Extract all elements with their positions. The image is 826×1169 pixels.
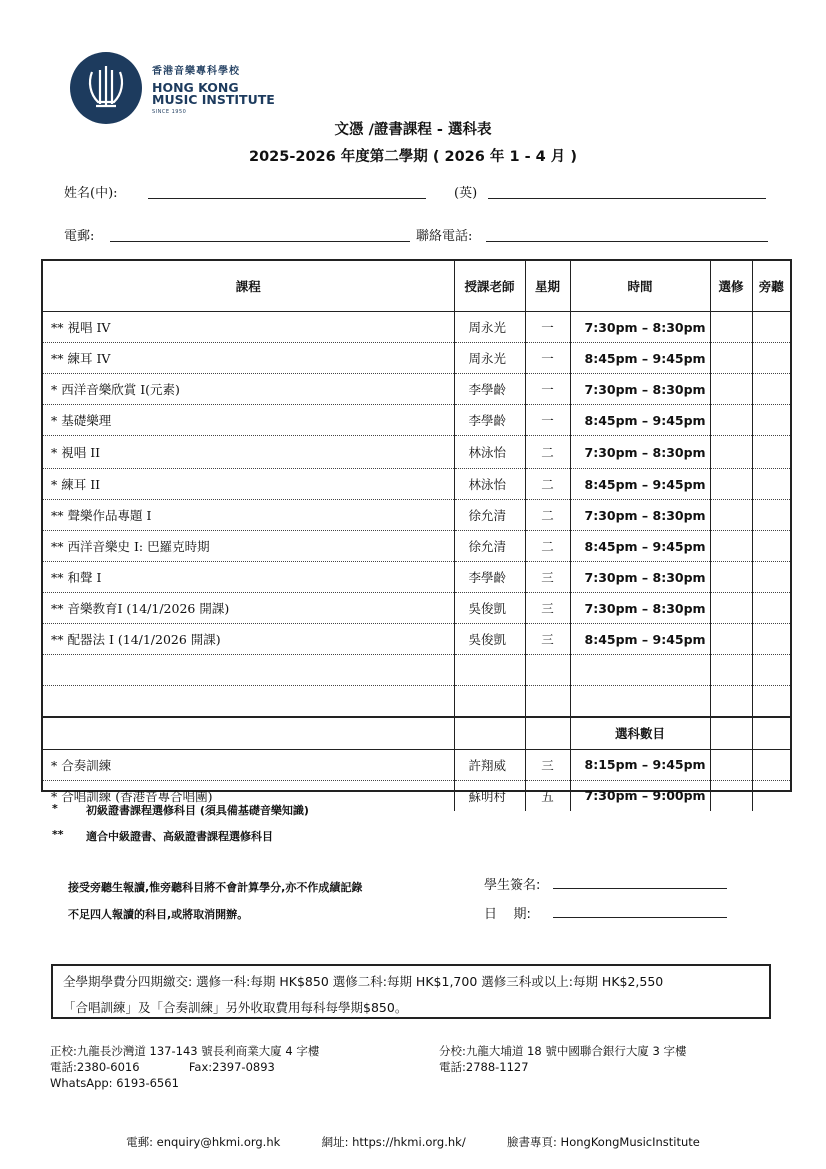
course-teacher: 吳俊凱 (454, 624, 525, 655)
audit-checkbox[interactable] (752, 343, 790, 374)
course-teacher (454, 655, 525, 686)
course-time (570, 655, 710, 686)
course-name: * 合奏訓練 (43, 749, 454, 780)
table-row (43, 500, 790, 531)
table-row (43, 436, 790, 469)
course-name: * 練耳 II (43, 469, 454, 500)
elective-checkbox[interactable] (710, 500, 752, 531)
elective-checkbox[interactable] (710, 436, 752, 469)
email-label: 電郵: (64, 229, 95, 244)
date-field[interactable] (553, 917, 727, 918)
main-campus-fax: Fax:2397-0893 (188, 1060, 275, 1074)
elective-checkbox[interactable] (710, 686, 752, 718)
elective-checkbox[interactable] (710, 749, 752, 780)
fee-line-2: 「合唱訓練」及「合奏訓練」另外收取費用每科每學期$850。 (63, 1000, 408, 1015)
name-cn-label: 姓名(中): (64, 186, 118, 201)
audit-checkbox[interactable] (752, 780, 790, 811)
course-day: 三 (525, 624, 570, 655)
logo (70, 52, 142, 124)
course-day (525, 686, 570, 718)
course-name (43, 686, 454, 718)
branch-campus-phone: 電話:2788-1127 (439, 1060, 529, 1074)
elective-checkbox[interactable] (710, 780, 752, 811)
logo-english-name-2: MUSIC INSTITUTE (152, 92, 275, 107)
course-name (43, 655, 454, 686)
table-row (43, 531, 790, 562)
course-time: 8:45pm – 9:45pm (570, 531, 710, 562)
main-campus-address (50, 1043, 319, 1091)
course-day: 二 (525, 500, 570, 531)
table-row (43, 562, 790, 593)
header-course: 課程 (43, 261, 454, 312)
course-day: 三 (525, 749, 570, 780)
date-label: 日 期: (484, 907, 531, 922)
note-2-mark: ** (52, 828, 64, 841)
empty-row (43, 655, 790, 686)
fee-line-1: 全學期學費分四期繳交: 選修一科:每期 HK$850 選修二科:每期 HK$1,700 選修三科或以上:每期 HK$2,550 (63, 974, 664, 989)
logo-english-name-1: HONG KONG (152, 80, 239, 95)
course-teacher: 周永光 (454, 312, 525, 343)
page-subtitle: 2025-2026 年度第二學期 ( 2026 年 1 - 4 月 ) (249, 149, 577, 165)
name-en-field[interactable] (488, 198, 766, 199)
whatsapp-number: WhatsApp: 6193-6561 (50, 1076, 179, 1090)
course-time: 8:15pm – 9:45pm (570, 749, 710, 780)
table-row (43, 343, 790, 374)
policy-line-2: 不足四人報讀的科目,或將取消開辦。 (68, 908, 249, 921)
course-teacher (454, 686, 525, 718)
course-day: 二 (525, 436, 570, 469)
count-row-cell (525, 717, 570, 749)
note-1-mark: * (52, 802, 58, 815)
elective-checkbox[interactable] (710, 405, 752, 436)
table-row (43, 749, 790, 780)
course-time: 7:30pm – 8:30pm (570, 562, 710, 593)
logo-chinese-name: 香港音樂專科學校 (152, 66, 240, 77)
policy-line-1: 接受旁聽生報讀,惟旁聽科目將不會計算學分,亦不作成績記錄 (68, 881, 363, 894)
course-name: * 合唱訓練 (香港音專合唱團) (43, 780, 454, 811)
course-time: 8:45pm – 9:45pm (570, 624, 710, 655)
elective-checkbox[interactable] (710, 374, 752, 405)
email-field[interactable] (110, 241, 410, 242)
elective-checkbox[interactable] (710, 343, 752, 374)
course-teacher: 蘇明村 (454, 780, 525, 811)
logo-since: SINCE 1950 (152, 109, 187, 115)
audit-checkbox[interactable] (752, 500, 790, 531)
course-time: 7:30pm – 8:30pm (570, 593, 710, 624)
course-name: ** 和聲 I (43, 562, 454, 593)
header-time: 時間 (570, 261, 710, 312)
note-1-text: 初級證書課程選修科目 (須具備基礎音樂知識) (86, 804, 309, 817)
footer-email[interactable]: 電郵: enquiry@hkmi.org.hk (126, 1135, 281, 1149)
audit-checkbox[interactable] (752, 312, 790, 343)
audit-checkbox[interactable] (752, 436, 790, 469)
count-row-cell (454, 717, 525, 749)
course-name: ** 聲樂作品專題 I (43, 500, 454, 531)
elective-checkbox[interactable] (710, 655, 752, 686)
elective-count-field[interactable] (710, 717, 752, 749)
elective-checkbox[interactable] (710, 469, 752, 500)
course-teacher: 李學齡 (454, 405, 525, 436)
audit-checkbox[interactable] (752, 374, 790, 405)
course-name: ** 西洋音樂史 I: 巴羅克時期 (43, 531, 454, 562)
empty-row (43, 686, 790, 718)
logo-text (152, 62, 275, 115)
header-teacher: 授課老師 (454, 261, 525, 312)
course-day: 五 (525, 780, 570, 811)
course-time (570, 686, 710, 718)
main-campus-contact (50, 1059, 319, 1075)
signature-label: 學生簽名: (484, 878, 541, 893)
course-name: ** 視唱 IV (43, 312, 454, 343)
course-day: 三 (525, 593, 570, 624)
table-row (43, 405, 790, 436)
course-time: 8:45pm – 9:45pm (570, 405, 710, 436)
audit-checkbox[interactable] (752, 593, 790, 624)
count-row-cell (43, 717, 454, 749)
course-table (41, 259, 792, 804)
course-day: 二 (525, 531, 570, 562)
audit-checkbox[interactable] (752, 562, 790, 593)
course-teacher: 徐允清 (454, 500, 525, 531)
header-day: 星期 (525, 261, 570, 312)
course-name: ** 配器法 I (14/1/2026 開課) (43, 624, 454, 655)
branch-campus-line: 分校:九龍大埔道 18 號中國聯合銀行大廈 3 字樓 (439, 1044, 687, 1058)
course-time: 7:30pm – 8:30pm (570, 436, 710, 469)
course-teacher: 林泳怡 (454, 436, 525, 469)
course-day: 二 (525, 469, 570, 500)
lyre-icon (70, 52, 142, 124)
elective-checkbox[interactable] (710, 562, 752, 593)
audit-checkbox[interactable] (752, 624, 790, 655)
course-name: ** 音樂教育I (14/1/2026 開課) (43, 593, 454, 624)
elective-checkbox[interactable] (710, 312, 752, 343)
table-row (43, 624, 790, 655)
table-row (43, 593, 790, 624)
table-row (43, 312, 790, 343)
course-name: * 基礎樂理 (43, 405, 454, 436)
course-time: 7:30pm – 9:00pm (570, 780, 710, 811)
name-cn-field[interactable] (148, 198, 426, 199)
course-teacher: 李學齡 (454, 562, 525, 593)
header-audit: 旁聽 (752, 261, 790, 312)
table-row (43, 374, 790, 405)
footer-facebook[interactable]: 臉書專頁: HongKongMusicInstitute (507, 1135, 700, 1149)
main-campus-line: 正校:九龍長沙灣道 137-143 號長利商業大廈 4 字樓 (50, 1044, 320, 1058)
audit-checkbox[interactable] (752, 655, 790, 686)
course-day: 一 (525, 374, 570, 405)
elective-checkbox[interactable] (710, 531, 752, 562)
course-teacher: 徐允清 (454, 531, 525, 562)
course-time: 7:30pm – 8:30pm (570, 312, 710, 343)
course-day: 一 (525, 312, 570, 343)
audit-count-field[interactable] (752, 717, 790, 749)
elective-checkbox[interactable] (710, 593, 752, 624)
page-title: 文憑 /證書課程 - 選科表 (334, 122, 492, 138)
course-time: 8:45pm – 9:45pm (570, 343, 710, 374)
footer (0, 1134, 826, 1150)
note-2-text: 適合中級證書、高級證書課程選修科目 (86, 830, 273, 843)
course-name: * 視唱 II (43, 436, 454, 469)
phone-label: 聯絡電話: (416, 229, 473, 244)
audit-checkbox[interactable] (752, 686, 790, 718)
footer-website[interactable]: 網址: https://hkmi.org.hk/ (321, 1135, 466, 1149)
count-label: 選科數目 (570, 717, 710, 749)
branch-campus-address (439, 1043, 686, 1075)
course-time: 8:45pm – 9:45pm (570, 469, 710, 500)
course-name: ** 練耳 IV (43, 343, 454, 374)
audit-checkbox[interactable] (752, 531, 790, 562)
course-teacher: 吳俊凱 (454, 593, 525, 624)
phone-field[interactable] (486, 241, 768, 242)
count-row (43, 717, 790, 749)
course-day (525, 655, 570, 686)
course-teacher: 許翔威 (454, 749, 525, 780)
course-time: 7:30pm – 8:30pm (570, 500, 710, 531)
course-day: 一 (525, 405, 570, 436)
course-time: 7:30pm – 8:30pm (570, 374, 710, 405)
table-row (43, 469, 790, 500)
course-name: * 西洋音樂欣賞 I(元素) (43, 374, 454, 405)
table-header-row (43, 261, 790, 312)
course-teacher: 周永光 (454, 343, 525, 374)
course-teacher: 林泳怡 (454, 469, 525, 500)
audit-checkbox[interactable] (752, 405, 790, 436)
fee-box (51, 964, 771, 1019)
audit-checkbox[interactable] (752, 749, 790, 780)
main-campus-phone: 電話:2380-6016 (50, 1060, 140, 1074)
audit-checkbox[interactable] (752, 469, 790, 500)
signature-field[interactable] (553, 888, 727, 889)
course-teacher: 李學齡 (454, 374, 525, 405)
course-day: 一 (525, 343, 570, 374)
course-day: 三 (525, 562, 570, 593)
name-en-label: (英) (454, 186, 478, 201)
header-elective: 選修 (710, 261, 752, 312)
elective-checkbox[interactable] (710, 624, 752, 655)
